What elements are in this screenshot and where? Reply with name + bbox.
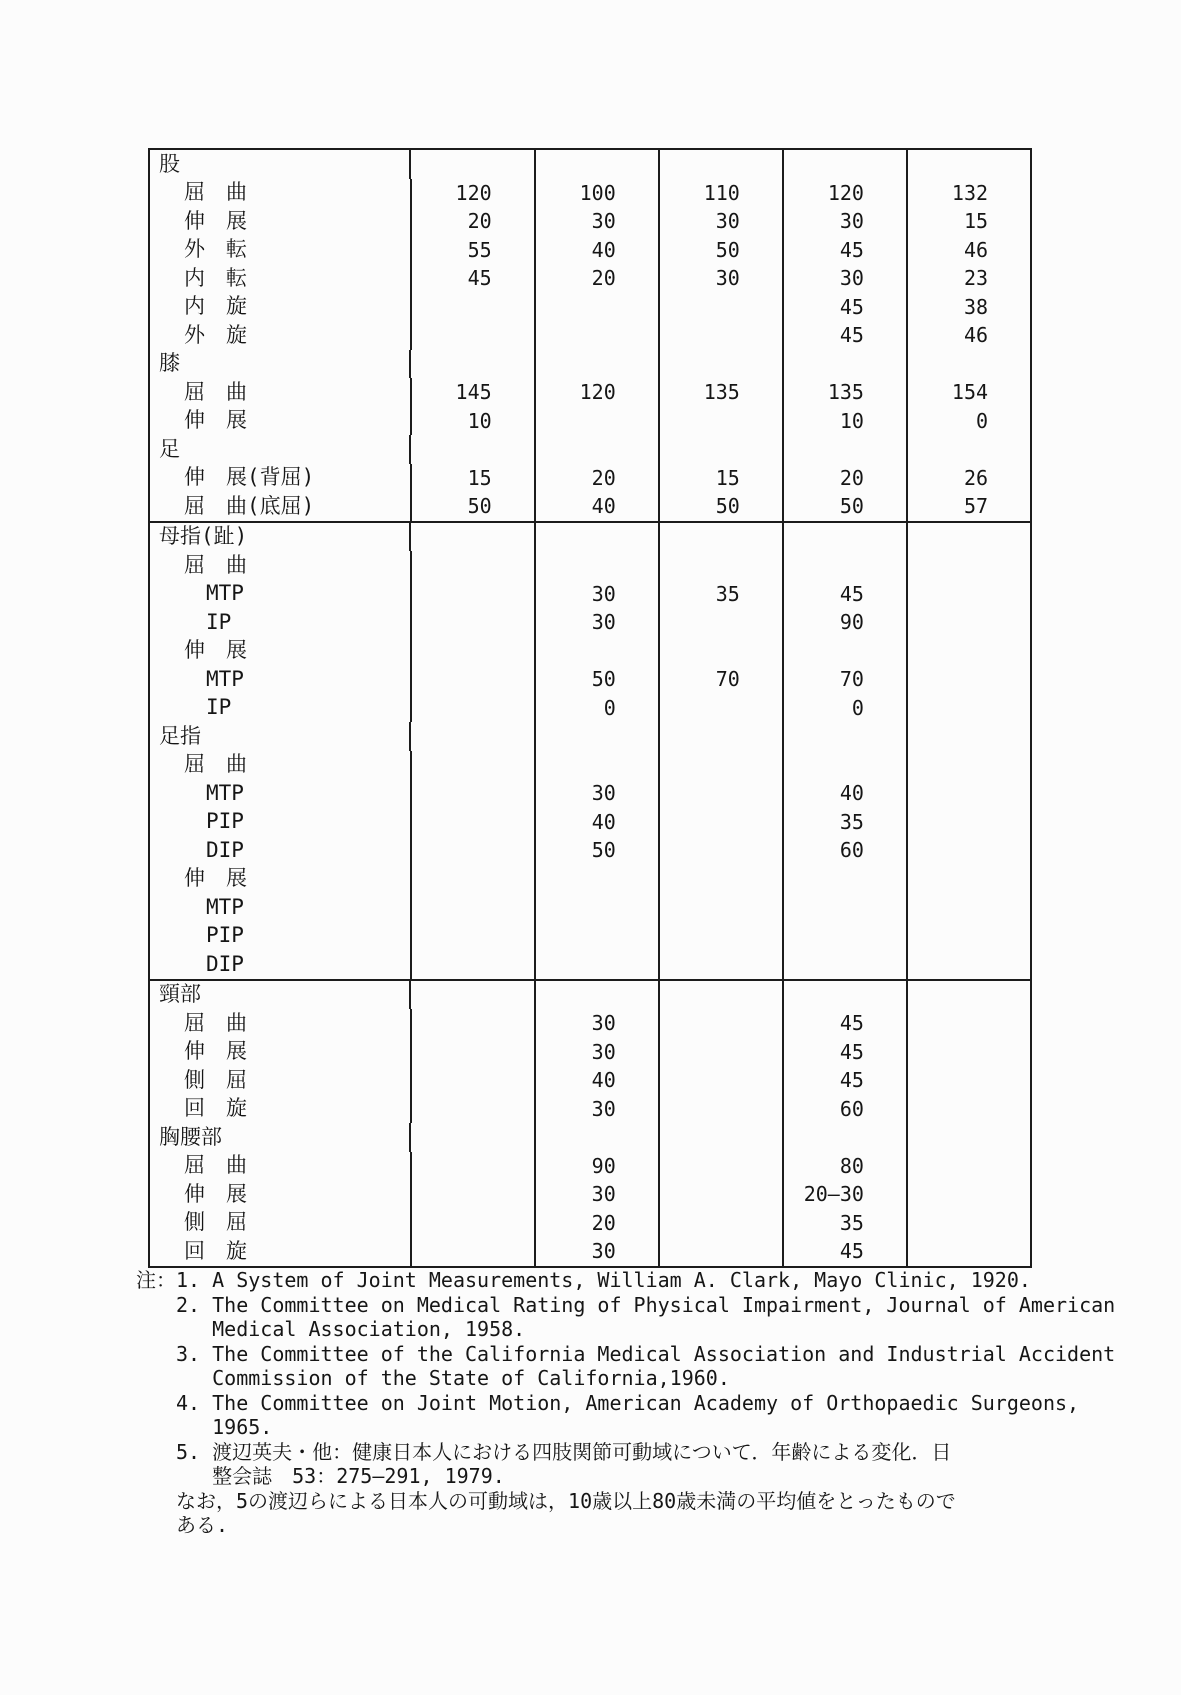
cell-value: [409, 150, 533, 179]
cell-value: [906, 580, 1030, 609]
cell-value: [410, 1209, 534, 1238]
cell-value: [658, 981, 782, 1010]
cell-value: 45: [782, 1066, 906, 1095]
cell-value: 40: [534, 1066, 658, 1095]
row-label: MTP: [206, 666, 244, 691]
table-row: [150, 865, 1030, 894]
cell-value: [906, 981, 1030, 1010]
cell-value: [534, 551, 658, 580]
cell-value: 132: [906, 179, 1030, 208]
row-label: 側 屈: [184, 1210, 247, 1235]
cell-value: [906, 1180, 1030, 1209]
footnote-line: 3. The Committee of the California Medical Association and Industrial Accident: [136, 1341, 1116, 1366]
footnote-line: 整会誌 53：275—291, 1979.: [136, 1464, 505, 1488]
cell-value: [410, 580, 534, 609]
cell-value: [782, 722, 906, 751]
row-label: 屈 曲(底屈): [184, 493, 315, 518]
cell-value: [658, 836, 782, 865]
cell-value: [906, 1038, 1030, 1067]
cell-value: 40: [782, 779, 906, 808]
table-row: [150, 1123, 1030, 1152]
joint-rom-table: [148, 148, 1032, 1268]
cell-value: 70: [658, 665, 782, 694]
row-label: 屈 曲: [184, 752, 247, 777]
table-row: [150, 779, 1030, 808]
cell-value: 30: [534, 580, 658, 609]
cell-value: 15: [906, 207, 1030, 236]
cell-value: [410, 608, 534, 637]
row-label: 屈 曲: [184, 379, 247, 404]
table-row: [150, 751, 1030, 780]
cell-value: [658, 1237, 782, 1266]
cell-value: [410, 865, 534, 894]
cell-value: 0: [534, 694, 658, 723]
cell-value: 26: [906, 464, 1030, 493]
cell-value: 30: [658, 207, 782, 236]
table-row: [150, 179, 1030, 208]
table-row: [150, 1095, 1030, 1124]
table-row: [150, 608, 1030, 637]
table-row: [150, 722, 1030, 751]
cell-value: 100: [534, 179, 658, 208]
row-label: DIP: [206, 837, 244, 862]
cell-value: [906, 1152, 1030, 1181]
row-label: 伸 展: [184, 1181, 247, 1206]
cell-value: [658, 1066, 782, 1095]
cell-value: 20: [410, 207, 534, 236]
cell-value: [658, 1209, 782, 1238]
row-label: 伸 展: [184, 208, 247, 233]
cell-value: 35: [782, 1209, 906, 1238]
cell-value: [782, 551, 906, 580]
cell-value: [658, 779, 782, 808]
cell-value: [906, 950, 1030, 979]
cell-value: [906, 893, 1030, 922]
cell-value: [410, 321, 534, 350]
row-label: IP: [206, 695, 232, 720]
cell-value: [409, 350, 533, 379]
table-row: [150, 464, 1030, 493]
cell-value: 45: [782, 1009, 906, 1038]
cell-value: 60: [782, 1095, 906, 1124]
cell-value: 50: [782, 492, 906, 521]
cell-value: 30: [534, 1237, 658, 1266]
table-row: [150, 808, 1030, 837]
cell-value: [782, 637, 906, 666]
table-row: [150, 1066, 1030, 1095]
cell-value: [410, 950, 534, 979]
cell-value: [658, 523, 782, 552]
cell-value: [534, 722, 658, 751]
row-label: 屈 曲: [184, 1010, 247, 1035]
row-label: 回 旋: [184, 1096, 247, 1121]
cell-value: 50: [410, 492, 534, 521]
cell-value: [658, 551, 782, 580]
cell-value: 145: [410, 378, 534, 407]
row-label: 伸 展: [184, 866, 247, 891]
table-row: [150, 523, 1030, 552]
row-label: MTP: [206, 780, 244, 805]
row-label: 股: [159, 151, 180, 176]
cell-value: [658, 150, 782, 179]
table-row: [150, 981, 1030, 1010]
row-label: PIP: [206, 923, 244, 948]
cell-value: 135: [658, 378, 782, 407]
row-label: 伸 展: [184, 638, 247, 663]
table-row: [150, 836, 1030, 865]
row-label: 母指(趾): [159, 524, 248, 549]
cell-value: [658, 637, 782, 666]
table-row: [150, 236, 1030, 265]
cell-value: 10: [410, 407, 534, 436]
table-section: [150, 521, 1030, 979]
cell-value: 135: [782, 378, 906, 407]
cell-value: [906, 1066, 1030, 1095]
cell-value: 0: [782, 694, 906, 723]
row-label: 伸 展: [184, 1039, 247, 1064]
cell-value: 10: [782, 407, 906, 436]
cell-value: [410, 1038, 534, 1067]
table-row: [150, 1180, 1030, 1209]
cell-value: [658, 950, 782, 979]
cell-value: 45: [782, 236, 906, 265]
cell-value: [906, 1123, 1030, 1152]
footnote-line: 2. The Committee on Medical Rating of Physical Impairment, Journal of American: [136, 1292, 1116, 1317]
table-row: [150, 893, 1030, 922]
cell-value: 90: [534, 1152, 658, 1181]
cell-value: [782, 950, 906, 979]
cell-value: [658, 694, 782, 723]
cell-value: 30: [534, 779, 658, 808]
cell-value: [658, 751, 782, 780]
table-row: [150, 637, 1030, 666]
cell-value: [410, 551, 534, 580]
table-row: [150, 665, 1030, 694]
cell-value: 55: [410, 236, 534, 265]
cell-value: [658, 1009, 782, 1038]
cell-value: [534, 893, 658, 922]
cell-value: [906, 637, 1030, 666]
row-label: 屈 曲: [184, 552, 247, 577]
cell-value: 120: [782, 179, 906, 208]
cell-value: 20: [782, 464, 906, 493]
cell-value: [906, 1209, 1030, 1238]
cell-value: 30: [534, 608, 658, 637]
cell-value: [410, 694, 534, 723]
row-label: MTP: [206, 894, 244, 919]
cell-value: [658, 350, 782, 379]
table-row: [150, 1038, 1030, 1067]
cell-value: 120: [534, 378, 658, 407]
cell-value: [782, 751, 906, 780]
row-label: 頸部: [159, 982, 201, 1007]
cell-value: [906, 779, 1030, 808]
cell-value: [409, 523, 533, 552]
cell-value: 20: [534, 264, 658, 293]
cell-value: [534, 293, 658, 322]
table-row: [150, 321, 1030, 350]
cell-value: [410, 1237, 534, 1266]
cell-value: [410, 1009, 534, 1038]
cell-value: 20: [534, 464, 658, 493]
cell-value: [410, 637, 534, 666]
cell-value: 30: [658, 264, 782, 293]
table-row: [150, 207, 1030, 236]
table-section: [150, 979, 1030, 1266]
table-row: [150, 492, 1030, 521]
cell-value: [782, 893, 906, 922]
cell-value: 45: [410, 264, 534, 293]
cell-value: [534, 922, 658, 951]
cell-value: [410, 1180, 534, 1209]
row-label: 外 旋: [184, 322, 247, 347]
cell-value: 45: [782, 321, 906, 350]
row-label: 伸 展(背屈): [184, 465, 315, 490]
cell-value: [534, 950, 658, 979]
cell-value: 50: [658, 492, 782, 521]
cell-value: [409, 981, 533, 1010]
cell-value: [410, 893, 534, 922]
cell-value: [658, 407, 782, 436]
cell-value: [782, 1123, 906, 1152]
row-label: 膝: [159, 351, 180, 376]
cell-value: [658, 1180, 782, 1209]
cell-value: [782, 150, 906, 179]
cell-value: [906, 435, 1030, 464]
cell-value: [906, 694, 1030, 723]
cell-value: [410, 922, 534, 951]
cell-value: 30: [782, 207, 906, 236]
table-row: [150, 435, 1030, 464]
cell-value: 90: [782, 608, 906, 637]
cell-value: [410, 293, 534, 322]
cell-value: 110: [658, 179, 782, 208]
table-row: [150, 922, 1030, 951]
table-row: [150, 1152, 1030, 1181]
cell-value: 30: [534, 1180, 658, 1209]
table-row: [150, 580, 1030, 609]
row-label: DIP: [206, 951, 244, 976]
cell-value: 35: [782, 808, 906, 837]
cell-value: 35: [658, 580, 782, 609]
table-row: [150, 950, 1030, 979]
cell-value: 45: [782, 1237, 906, 1266]
cell-value: [658, 1038, 782, 1067]
cell-value: [906, 1237, 1030, 1266]
cell-value: [658, 1123, 782, 1152]
cell-value: [658, 808, 782, 837]
table-row: [150, 264, 1030, 293]
cell-value: 70: [782, 665, 906, 694]
cell-value: [534, 865, 658, 894]
cell-value: [906, 551, 1030, 580]
cell-value: 0: [906, 407, 1030, 436]
cell-value: [782, 922, 906, 951]
footnote-line: なお，5の渡辺らによる日本人の可動域は，10歳以上80歳未満の平均値をとったもので: [136, 1488, 956, 1513]
footnote-line: ある.: [136, 1513, 229, 1537]
cell-value: [906, 836, 1030, 865]
cell-value: [534, 350, 658, 379]
cell-value: 38: [906, 293, 1030, 322]
cell-value: [410, 1152, 534, 1181]
cell-value: 30: [534, 1038, 658, 1067]
cell-value: [534, 981, 658, 1010]
row-label: 足指: [159, 723, 201, 748]
cell-value: 46: [906, 321, 1030, 350]
cell-value: [906, 523, 1030, 552]
row-label: 屈 曲: [184, 1153, 247, 1178]
cell-value: [906, 1009, 1030, 1038]
cell-value: [906, 808, 1030, 837]
cell-value: [782, 350, 906, 379]
table-row: [150, 694, 1030, 723]
cell-value: [658, 293, 782, 322]
cell-value: 30: [534, 1095, 658, 1124]
cell-value: 45: [782, 1038, 906, 1067]
cell-value: 50: [534, 836, 658, 865]
cell-value: 80: [782, 1152, 906, 1181]
cell-value: [534, 637, 658, 666]
cell-value: [782, 865, 906, 894]
cell-value: 120: [410, 179, 534, 208]
cell-value: [534, 1123, 658, 1152]
cell-value: 30: [534, 1009, 658, 1038]
row-label: 側 屈: [184, 1067, 247, 1092]
row-label: 足: [159, 436, 180, 461]
cell-value: [658, 865, 782, 894]
row-label: 内 転: [184, 265, 247, 290]
cell-value: [410, 836, 534, 865]
table-row: [150, 407, 1030, 436]
cell-value: [906, 922, 1030, 951]
cell-value: [658, 435, 782, 464]
table-row: [150, 293, 1030, 322]
row-label: 胸腰部: [159, 1124, 222, 1149]
footnote-line: 1965.: [136, 1415, 273, 1439]
row-label: 外 転: [184, 237, 247, 262]
cell-value: [534, 150, 658, 179]
cell-value: [410, 779, 534, 808]
cell-value: [409, 1123, 533, 1152]
cell-value: 57: [906, 492, 1030, 521]
cell-value: [410, 1095, 534, 1124]
cell-value: [658, 608, 782, 637]
cell-value: 40: [534, 808, 658, 837]
cell-value: [782, 523, 906, 552]
footnote-line: 注：1. A System of Joint Measurements, William A. Clark, Mayo Clinic, 1920.: [136, 1268, 1031, 1292]
table-row: [150, 1209, 1030, 1238]
cell-value: [658, 1152, 782, 1181]
table-row: [150, 1237, 1030, 1266]
cell-value: [906, 751, 1030, 780]
cell-value: 60: [782, 836, 906, 865]
cell-value: 154: [906, 378, 1030, 407]
cell-value: [658, 1095, 782, 1124]
footnote-line: Commission of the State of California,1960.: [136, 1366, 730, 1390]
cell-value: [906, 722, 1030, 751]
cell-value: [410, 751, 534, 780]
cell-value: [658, 922, 782, 951]
cell-value: 45: [782, 580, 906, 609]
cell-value: 15: [658, 464, 782, 493]
cell-value: [782, 435, 906, 464]
cell-value: [534, 523, 658, 552]
cell-value: 20: [534, 1209, 658, 1238]
row-label: 屈 曲: [184, 180, 247, 205]
cell-value: [409, 435, 533, 464]
cell-value: 45: [782, 293, 906, 322]
cell-value: 15: [410, 464, 534, 493]
cell-value: [906, 665, 1030, 694]
cell-value: 46: [906, 236, 1030, 265]
row-label: 伸 展: [184, 408, 247, 433]
cell-value: [410, 665, 534, 694]
cell-value: [906, 608, 1030, 637]
cell-value: [410, 808, 534, 837]
cell-value: [906, 150, 1030, 179]
table-section: [150, 150, 1030, 521]
cell-value: 50: [534, 665, 658, 694]
cell-value: [906, 865, 1030, 894]
cell-value: [409, 722, 533, 751]
row-label: 回 旋: [184, 1238, 247, 1263]
table-row: [150, 378, 1030, 407]
cell-value: 20—30: [782, 1180, 906, 1209]
cell-value: 50: [658, 236, 782, 265]
footnotes: [136, 1268, 1116, 1538]
cell-value: [658, 321, 782, 350]
cell-value: 30: [534, 207, 658, 236]
cell-value: [906, 1095, 1030, 1124]
row-label: 内 旋: [184, 294, 247, 319]
table-row: [150, 551, 1030, 580]
cell-value: 23: [906, 264, 1030, 293]
cell-value: [410, 1066, 534, 1095]
cell-value: 40: [534, 236, 658, 265]
cell-value: [658, 893, 782, 922]
cell-value: 40: [534, 492, 658, 521]
cell-value: [534, 407, 658, 436]
cell-value: [534, 321, 658, 350]
cell-value: [782, 981, 906, 1010]
cell-value: [658, 722, 782, 751]
row-label: IP: [206, 609, 232, 634]
footnote-line: 4. The Committee on Joint Motion, American Academy of Orthopaedic Surgeons,: [136, 1390, 1080, 1415]
cell-value: 30: [782, 264, 906, 293]
row-label: PIP: [206, 809, 244, 834]
table-row: [150, 350, 1030, 379]
footnote-line: 5. 渡辺英夫・他：健康日本人における四肢関節可動域について．年齢による変化．日: [136, 1439, 952, 1464]
table-row: [150, 150, 1030, 179]
table-row: [150, 1009, 1030, 1038]
cell-value: [534, 435, 658, 464]
cell-value: [906, 350, 1030, 379]
row-label: MTP: [206, 581, 244, 606]
footnote-line: Medical Association, 1958.: [136, 1317, 526, 1341]
cell-value: [534, 751, 658, 780]
